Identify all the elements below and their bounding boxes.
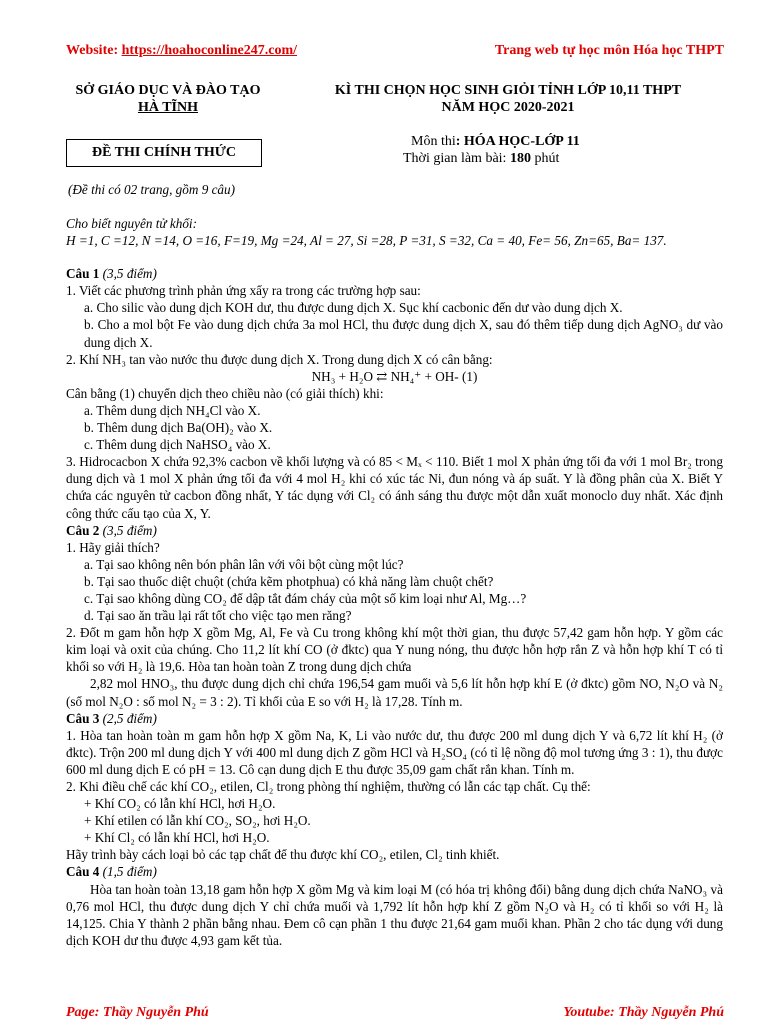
paragraph: c. Thêm dung dịch NaHSO₄ vào X. <box>84 437 271 453</box>
exam-content <box>66 215 723 949</box>
department-block <box>62 82 274 116</box>
paragraph: 2,82 mol HNO₃, thu được dung dịch chỉ chứa 196,54 gam muối và 5,6 lít hỗn hợp khí E (ở đktc) gồm NO, N₂O và N₂ (số mol N₂O : số mol N₂ = 3 : 2). Tỉ khối của E so với H₂ là 17,28. Tính m. <box>66 676 723 709</box>
exam-title-block <box>300 82 716 116</box>
paragraph: c. Tại sao không dùng CO₂ để dập tắt đám cháy của một số kim loại như Al, Mg…? <box>84 590 527 606</box>
subject-name: : HÓA HỌC-LỚP 11 <box>455 134 580 149</box>
question-4-heading <box>66 863 723 880</box>
paragraph: 3. Hidrocacbon X chứa 92,3% cacbon về khối lượng và có 85 < Mₓ < 110. Biết 1 mol X phản ứng tối đa với 1 mol Br₂ trong dung dịch và 1 mol X phản ứng tối đa với 4 mol H₂ khi có xúc tác Ni, đun nóng và áp suất. Y là đồng phân của X. Biết Y chứa các nguyên tử cacbon đồng nhất, Y tác dụng với Cl₂ có ánh sáng thu được một dẫn xuất monoclo duy nhất. Xác định công thức cấu tạo của X, Y. <box>66 454 723 521</box>
official-exam-box: ĐỀ THI CHÍNH THỨC <box>66 139 262 167</box>
paragraph: Hòa tan hoàn toàn 13,18 gam hỗn hợp X gồm Mg và kim loại M (có hóa trị không đổi) bằng dung dịch chứa NaNO₃ và 0,76 mol HCl, thu được dung dịch Y chỉ chứa muối và 1,792 lít hỗn hợp khí Z gồm N₂O và H₂ có tỉ khối so với H₂ là 14,125. Chia Y thành 2 phần bằng nhau. Đem cô cạn phần 1 thu được 21,64 gam muối khan. Phần 2 cho tác dụng với dung dịch KOH dư thu được 4,93 gam kết tủa. <box>66 881 723 948</box>
question-points: (2,5 điểm) <box>102 710 157 726</box>
time-unit: phút <box>530 151 560 166</box>
paragraph: + Khí etilen có lẫn khí CO₂, SO₂, hơi H₂O. <box>84 813 311 829</box>
paragraph: Cân bằng (1) chuyển dịch theo chiều nào (có giải thích) khi: <box>66 385 384 401</box>
paragraph: 1. Hòa tan hoàn toàn m gam hỗn hợp X gồm Na, K, Li vào nước dư, thu được 200 ml dung dịch Y và 6,72 lít khí H₂ (ở đktc). Trộn 200 ml dung dịch Y với 400 ml dung dịch Z gồm HCl và H₂SO₄ (có tỉ lệ nồng độ mol tương ứng 3 : 1), thu được 600 ml dung dịch E có pH = 13. Cô cạn dung dịch E thu được 35,09 gam chất rắn khan. Tính m. <box>66 727 723 777</box>
site-header <box>66 42 724 62</box>
paragraph: a. Cho silic vào dung dịch KOH dư, thu được dung dịch X. Sục khí cacbonic đến dư vào dung dịch X. <box>84 300 623 316</box>
paragraph: b. Thêm dung dịch Ba(OH)₂ vào X. <box>84 420 273 436</box>
atomic-mass-label: Cho biết nguyên tử khối: <box>66 216 197 231</box>
website-label: Website: <box>66 43 119 58</box>
school-year: NĂM HỌC 2020-2021 <box>441 100 575 115</box>
question-2-heading <box>66 522 723 539</box>
paragraph: 2. Khí NH₃ tan vào nước thu được dung dịch X. Trong dung dịch X có cân bằng: <box>66 351 493 367</box>
paragraph: 1. Hãy giải thích? <box>66 539 160 555</box>
website-link[interactable]: https://hoahoconline247.com/ <box>121 43 298 58</box>
paragraph: Hãy trình bày cách loại bỏ các tạp chất để thu được khí CO₂, etilen, Cl₂ tinh khiết. <box>66 847 500 863</box>
question-title: Câu 3 <box>66 710 100 726</box>
paragraph: b. Tại sao thuốc diệt chuột (chứa kẽm photphua) có khả năng làm chuột chết? <box>84 573 494 589</box>
question-3-heading <box>66 710 723 727</box>
footer-page-link[interactable]: Page: Thầy Nguyễn Phú <box>66 1005 209 1020</box>
footer-youtube-link[interactable]: Youtube: Thầy Nguyễn Phú <box>563 1005 724 1020</box>
paragraph: d. Tại sao ăn trầu lại rất tốt cho việc tạo men răng? <box>84 608 352 624</box>
question-title: Câu 1 <box>66 266 100 282</box>
paragraph: 2. Khi điều chế các khí CO₂, etilen, Cl₂ trong phòng thí nghiệm, thường có lẫn các tạp chất. Cụ thể: <box>66 779 591 794</box>
paragraph: a. Tại sao không nên bón phân lân với vôi bột cùng một lúc? <box>84 556 404 572</box>
paragraph: 1. Viết các phương trình phản ứng xẩy ra trong các trường hợp sau: <box>66 283 421 299</box>
question-points: (3,5 điểm) <box>102 522 157 538</box>
question-points: (1,5 điểm) <box>102 864 157 880</box>
subject-line <box>403 133 580 150</box>
paragraph: + Khí Cl₂ có lẫn khí HCl, hơi H₂O. <box>84 830 270 846</box>
page-footer <box>66 1004 724 1021</box>
time-value: 180 <box>509 151 531 166</box>
department-name: SỞ GIÁO DỤC VÀ ĐÀO TẠO <box>75 83 261 98</box>
time-line <box>403 150 580 167</box>
paragraph: b. Cho a mol bột Fe vào dung dịch chứa 3a mol HCl, thu được dung dịch X, sau đó thêm tiếp dung dịch AgNO₃ dư vào dung dịch X. <box>84 317 723 350</box>
paragraph: a. Thêm dung dịch NH₄Cl vào X. <box>84 402 261 418</box>
question-title: Câu 2 <box>66 522 100 538</box>
atomic-mass-values: H =1, C =12, N =14, O =16, F=19, Mg =24, Al = 27, Si =28, P =31, S =32, Ca = 40, Fe= 56, Zn=65, Ba= 137. <box>66 233 667 249</box>
paragraph: 2. Đốt m gam hỗn hợp X gồm Mg, Al, Fe và Cu trong không khí một thời gian, thu được 57,42 gam hỗn hợp. Y gồm các kim loại và oxit của chúng. Cho 11,2 lít khí CO (ở đktc) qua Y nung nóng, thu được hỗn hợp rắn Z và hỗn hợp khí T có tỉ khối so với H₂ là 19,6. Hòa tan hoàn toàn Z trong dung dịch chứa <box>66 625 723 675</box>
site-tagline: Trang web tự học môn Hóa học THPT <box>494 43 724 58</box>
exam-title: KÌ THI CHỌN HỌC SINH GIỎI TỈNH LỚP 10,11 THPT <box>334 83 682 98</box>
time-label: Thời gian làm bài: <box>403 151 510 166</box>
equilibrium-equation: NH₃ + H₂O ⇄ NH₄⁺ + OH- (1) <box>311 368 478 384</box>
province-name: HÀ TĨNH <box>137 100 199 115</box>
exam-meta <box>403 133 580 167</box>
exam-note: (Đề thi có 02 trang, gồm 9 câu) <box>68 182 236 197</box>
paragraph: + Khí CO₂ có lẫn khí HCl, hơi H₂O. <box>84 796 276 812</box>
question-title: Câu 4 <box>66 864 100 880</box>
question-1-heading <box>66 265 723 282</box>
website-info <box>66 42 297 59</box>
question-points: (3,5 điểm) <box>102 266 157 282</box>
subject-label: Môn thi <box>411 134 456 149</box>
